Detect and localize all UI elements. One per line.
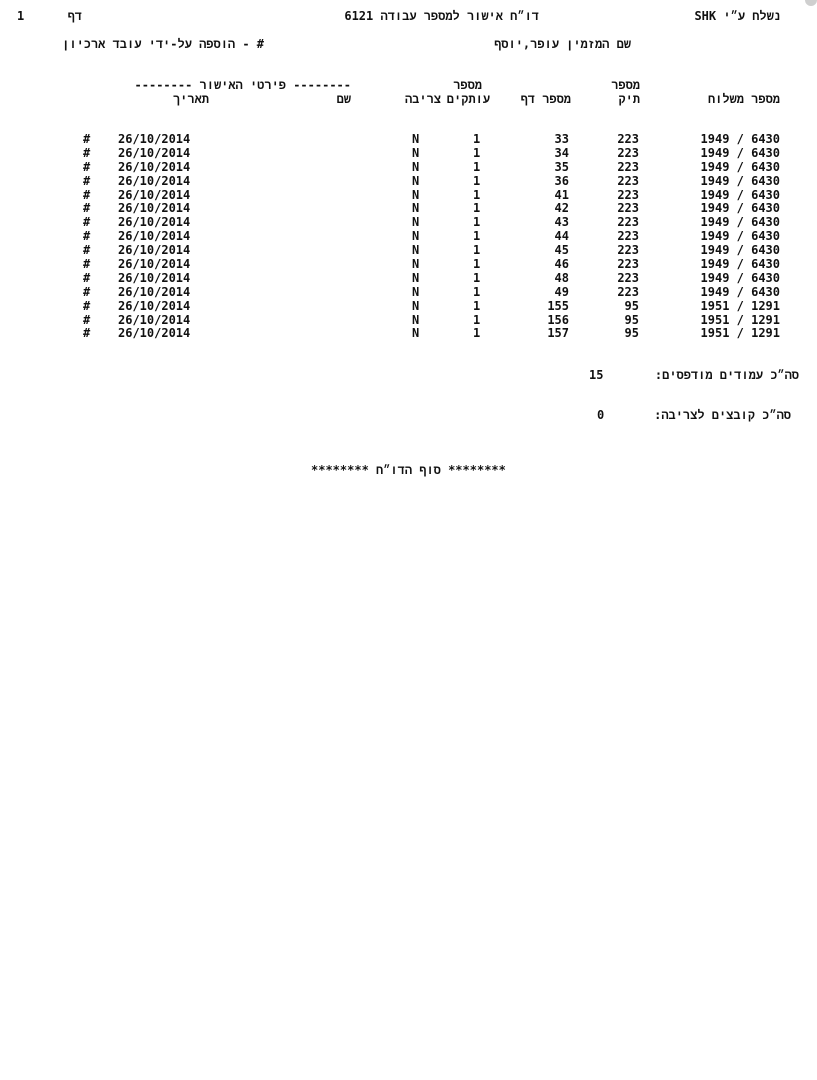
end-of-report: ******** סוף הדו״ח ******** xyxy=(311,463,506,477)
file-number-cell: 223 xyxy=(617,215,639,230)
file-number-cell: 223 xyxy=(617,229,639,244)
approval-date: 26/10/2014 xyxy=(118,173,191,188)
col-file-top: מספר xyxy=(611,78,640,92)
col-copies-bottom: עותקים xyxy=(446,92,490,106)
shipment-number-cell: 1949 / 6430 xyxy=(700,284,780,299)
page-number-cell: 43 xyxy=(554,215,569,230)
page-number-cell: 44 xyxy=(554,229,569,244)
table-row xyxy=(0,314,817,328)
shipment-number-cell: 1949 / 6430 xyxy=(700,215,780,230)
shipment-number-cell: 1949 / 6430 xyxy=(700,243,780,258)
archivist-mark: # xyxy=(83,215,91,230)
page-number-cell: 46 xyxy=(554,257,569,272)
burn-flag: N xyxy=(412,201,420,216)
file-number-cell: 95 xyxy=(624,326,639,341)
copies-count: 1 xyxy=(473,312,481,327)
table-row xyxy=(0,286,817,300)
burn-flag: N xyxy=(412,215,420,230)
burn-flag: N xyxy=(412,145,420,160)
col-date: תאריך xyxy=(172,92,209,106)
file-number-cell: 223 xyxy=(617,187,639,202)
col-approval-group: -------- פירטי האישור -------- xyxy=(134,78,351,92)
page-number-cell: 48 xyxy=(554,270,569,285)
archivist-mark: # xyxy=(83,243,91,258)
table-row xyxy=(0,189,817,203)
file-number-cell: 95 xyxy=(624,312,639,327)
shipment-number-cell: 1949 / 6430 xyxy=(700,159,780,174)
legend-added-by-archivist: # - הוספה על-ידי עובד ארכיון xyxy=(62,37,264,51)
file-number-cell: 223 xyxy=(617,257,639,272)
shipment-number-cell: 1951 / 1291 xyxy=(700,326,780,341)
copies-count: 1 xyxy=(473,257,481,272)
page-number-cell: 155 xyxy=(547,298,569,313)
approval-date: 26/10/2014 xyxy=(118,257,191,272)
burn-flag: N xyxy=(412,257,420,272)
file-number-cell: 95 xyxy=(624,298,639,313)
page-number-cell: 49 xyxy=(554,284,569,299)
page-number-cell: 33 xyxy=(554,132,569,146)
page-number-cell: 36 xyxy=(554,173,569,188)
approval-date: 26/10/2014 xyxy=(118,159,191,174)
copies-count: 1 xyxy=(473,145,481,160)
approval-date: 26/10/2014 xyxy=(118,312,191,327)
page-label: דף xyxy=(67,9,82,23)
page-number-cell: 41 xyxy=(554,187,569,202)
approval-date: 26/10/2014 xyxy=(118,145,191,160)
table-row xyxy=(0,202,817,216)
page-number-cell: 157 xyxy=(547,326,569,341)
burn-flag: N xyxy=(412,326,420,341)
copies-count: 1 xyxy=(473,215,481,230)
file-number-cell: 223 xyxy=(617,201,639,216)
table-row xyxy=(0,175,817,189)
burn-flag: N xyxy=(412,229,420,244)
copies-count: 1 xyxy=(473,201,481,216)
file-number-cell: 223 xyxy=(617,159,639,174)
shipment-number-cell: 1949 / 6430 xyxy=(700,257,780,272)
archivist-mark: # xyxy=(83,159,91,174)
archivist-mark: # xyxy=(83,173,91,188)
page-number-cell: 34 xyxy=(554,145,569,160)
table-row xyxy=(0,133,817,147)
file-number-cell: 223 xyxy=(617,270,639,285)
col-page-no: מספר דף xyxy=(520,92,571,106)
burn-flag: N xyxy=(412,270,420,285)
approval-date: 26/10/2014 xyxy=(118,270,191,285)
copies-count: 1 xyxy=(473,270,481,285)
copies-count: 1 xyxy=(473,159,481,174)
table-row xyxy=(0,300,817,314)
archivist-mark: # xyxy=(83,145,91,160)
page-number: 1 xyxy=(17,9,25,23)
approval-date: 26/10/2014 xyxy=(118,215,191,230)
archivist-mark: # xyxy=(83,312,91,327)
archivist-mark: # xyxy=(83,298,91,313)
file-number-cell: 223 xyxy=(617,243,639,258)
approval-table xyxy=(0,133,817,341)
table-row xyxy=(0,216,817,230)
file-number-cell: 223 xyxy=(617,145,639,160)
file-number-cell: 223 xyxy=(617,173,639,188)
col-shipment-no: מספר משלוח xyxy=(707,92,780,106)
page-number-cell: 42 xyxy=(554,201,569,216)
copies-count: 1 xyxy=(473,243,481,258)
shipment-number-cell: 1949 / 6430 xyxy=(700,173,780,188)
copies-count: 1 xyxy=(473,229,481,244)
shipment-number-cell: 1949 / 6430 xyxy=(700,270,780,285)
total-printed-pages-label: סה״כ עמודים מודפסים: xyxy=(654,368,799,382)
col-name: שם xyxy=(336,92,351,106)
page-number-cell: 156 xyxy=(547,312,569,327)
table-row xyxy=(0,327,817,341)
page-number-cell: 35 xyxy=(554,159,569,174)
customer-name: שם המזמין עופר,יוסף xyxy=(494,37,631,51)
archivist-mark: # xyxy=(83,270,91,285)
archivist-mark: # xyxy=(83,187,91,202)
table-row xyxy=(0,244,817,258)
copies-count: 1 xyxy=(473,132,481,146)
report-title: דו״ח אישור למספר עבודה 6121 xyxy=(344,9,539,23)
burn-flag: N xyxy=(412,173,420,188)
approval-date: 26/10/2014 xyxy=(118,201,191,216)
col-copies-top: מספר xyxy=(453,78,482,92)
burn-flag: N xyxy=(412,132,420,146)
table-row xyxy=(0,161,817,175)
file-number-cell: 223 xyxy=(617,132,639,146)
shipment-number-cell: 1949 / 6430 xyxy=(700,187,780,202)
approval-date: 26/10/2014 xyxy=(118,187,191,202)
archivist-mark: # xyxy=(83,201,91,216)
file-number-cell: 223 xyxy=(617,284,639,299)
copies-count: 1 xyxy=(473,284,481,299)
archivist-mark: # xyxy=(83,326,91,341)
burn-flag: N xyxy=(412,298,420,313)
shipment-number-cell: 1951 / 1291 xyxy=(700,312,780,327)
archivist-mark: # xyxy=(83,284,91,299)
table-row xyxy=(0,230,817,244)
approval-date: 26/10/2014 xyxy=(118,243,191,258)
col-file-bottom: תיק xyxy=(618,92,640,106)
approval-date: 26/10/2014 xyxy=(118,298,191,313)
copies-count: 1 xyxy=(473,187,481,202)
approval-date: 26/10/2014 xyxy=(118,229,191,244)
total-burn-files-label: סה״כ קובצים לצריבה: xyxy=(654,408,791,422)
burn-flag: N xyxy=(412,284,420,299)
sent-by-label: נשלח ע״י SHK xyxy=(694,9,781,23)
shipment-number-cell: 1949 / 6430 xyxy=(700,132,780,146)
shipment-number-cell: 1949 / 6430 xyxy=(700,145,780,160)
burn-flag: N xyxy=(412,159,420,174)
shipment-number-cell: 1949 / 6430 xyxy=(700,229,780,244)
page-number-cell: 45 xyxy=(554,243,569,258)
copies-count: 1 xyxy=(473,173,481,188)
copies-count: 1 xyxy=(473,326,481,341)
burn-flag: N xyxy=(412,312,420,327)
approval-date: 26/10/2014 xyxy=(118,284,191,299)
copies-count: 1 xyxy=(473,298,481,313)
table-row xyxy=(0,272,817,286)
table-row xyxy=(0,147,817,161)
total-printed-pages-value: 15 xyxy=(589,368,604,382)
archivist-mark: # xyxy=(83,229,91,244)
archivist-mark: # xyxy=(83,257,91,272)
col-burn: צריבה xyxy=(404,92,441,106)
archivist-mark: # xyxy=(83,132,91,146)
burn-flag: N xyxy=(412,243,420,258)
approval-date: 26/10/2014 xyxy=(118,132,191,146)
shipment-number-cell: 1951 / 1291 xyxy=(700,298,780,313)
total-burn-files-value: 0 xyxy=(597,408,605,422)
table-row xyxy=(0,258,817,272)
shipment-number-cell: 1949 / 6430 xyxy=(700,201,780,216)
scan-corner-mark xyxy=(805,0,817,6)
burn-flag: N xyxy=(412,187,420,202)
approval-date: 26/10/2014 xyxy=(118,326,191,341)
